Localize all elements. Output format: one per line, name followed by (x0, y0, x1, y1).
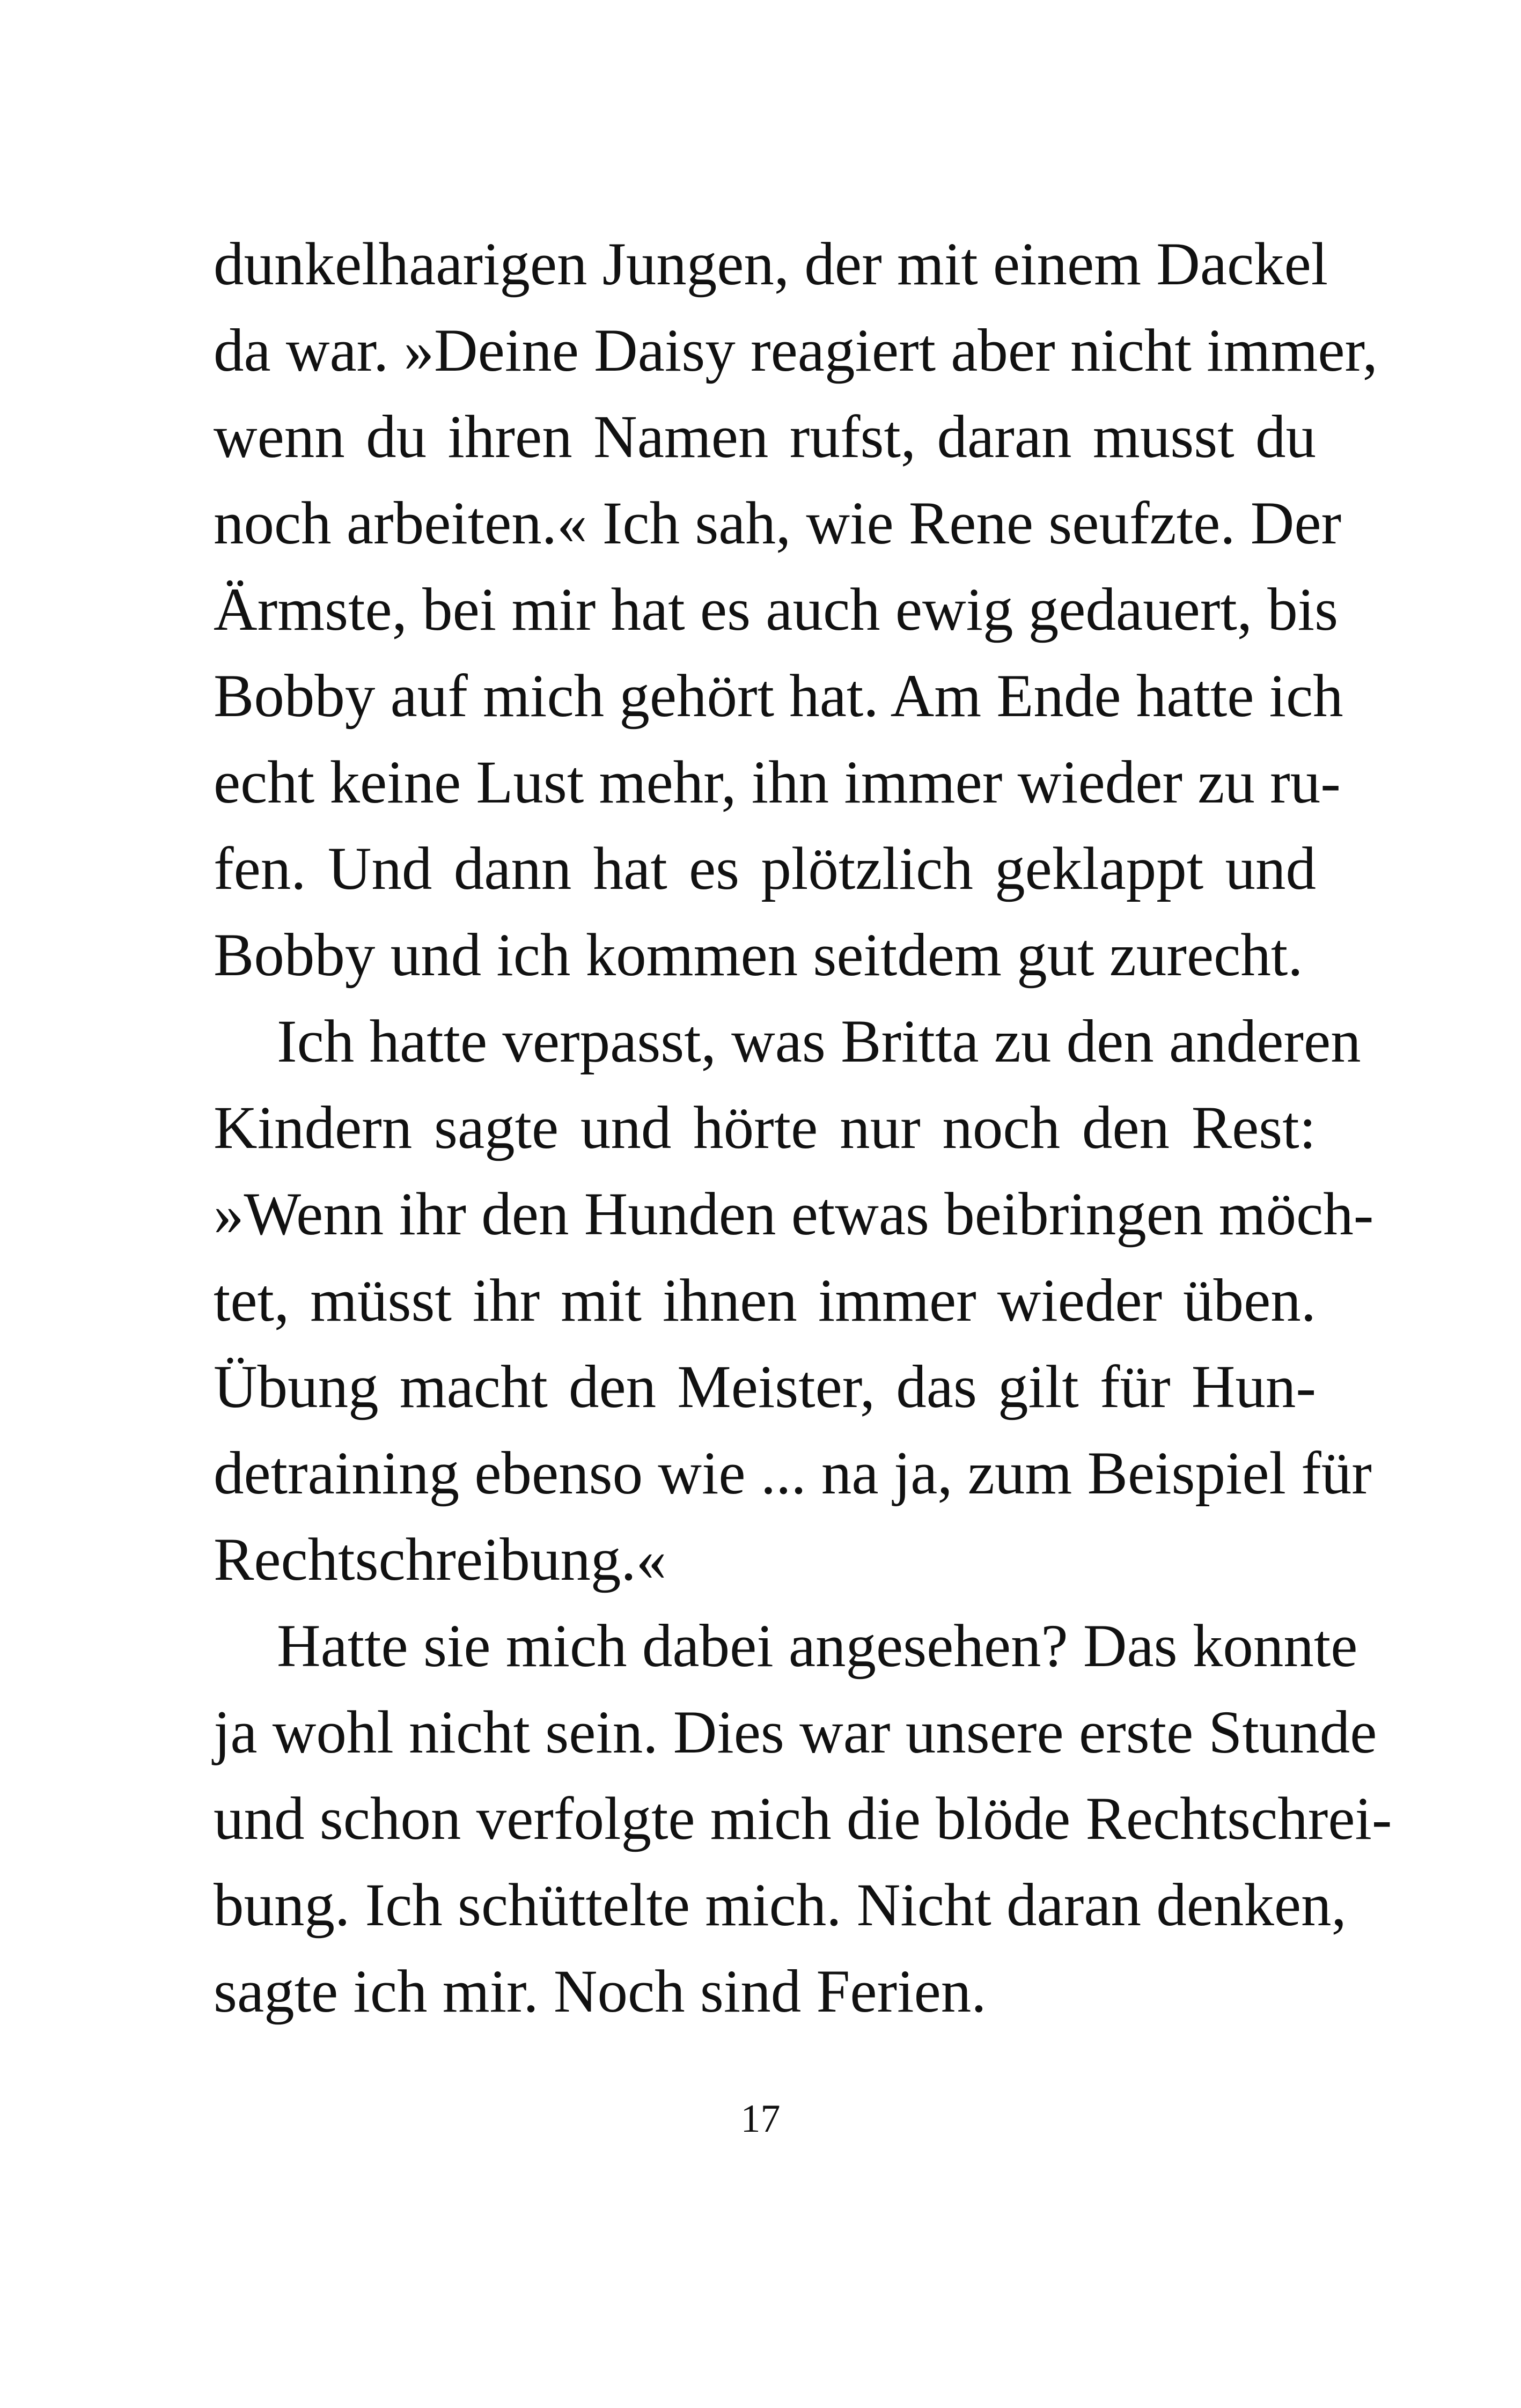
text-line: Kindern sagte und hörte nur noch den Rest: (214, 1094, 1316, 1161)
text-line: Rechtschreibung.« (214, 1526, 667, 1593)
text-line: dunkelhaarigen Jungen, der mit einem Dackel (214, 231, 1328, 298)
text-line: noch arbeiten.« Ich sah, wie Rene seufzte. Der (214, 490, 1342, 557)
text-line: und schon verfolgte mich die blöde Rechtschrei- (214, 1785, 1392, 1852)
body-text (214, 221, 1392, 2035)
text-line: da war. »Deine Daisy reagiert aber nicht immer, (214, 317, 1378, 384)
text-line: bung. Ich schüttelte mich. Nicht daran denken, (214, 1872, 1347, 1939)
text-line: ja wohl nicht sein. Dies war unsere erste Stunde (214, 1699, 1377, 1766)
text-line: Ärmste, bei mir hat es auch ewig gedauert, bis (214, 576, 1339, 643)
text-line: Hatte sie mich dabei angesehen? Das konnte (277, 1612, 1358, 1680)
text-line: Bobby und ich kommen seitdem gut zurecht. (214, 922, 1303, 989)
text-line: Ich hatte verpasst, was Britta zu den anderen (277, 1008, 1361, 1075)
text-line: »Wenn ihr den Hunden etwas beibringen möch- (214, 1181, 1374, 1248)
text-line: Übung macht den Meister, das gilt für Hun- (214, 1353, 1316, 1420)
text-line: fen. Und dann hat es plötzlich geklappt und (214, 835, 1316, 902)
page-number: 17 (740, 2097, 781, 2141)
text-line: Bobby auf mich gehört hat. Am Ende hatte ich (214, 662, 1343, 730)
text-line: sagte ich mir. Noch sind Ferien. (214, 1958, 987, 2025)
text-line: tet, müsst ihr mit ihnen immer wieder üben. (214, 1267, 1316, 1334)
text-line: wenn du ihren Namen rufst, daran musst du (214, 403, 1316, 470)
text-line: detraining ebenso wie ... na ja, zum Beispiel für (214, 1440, 1372, 1507)
text-line: echt keine Lust mehr, ihn immer wieder zu ru- (214, 749, 1341, 816)
